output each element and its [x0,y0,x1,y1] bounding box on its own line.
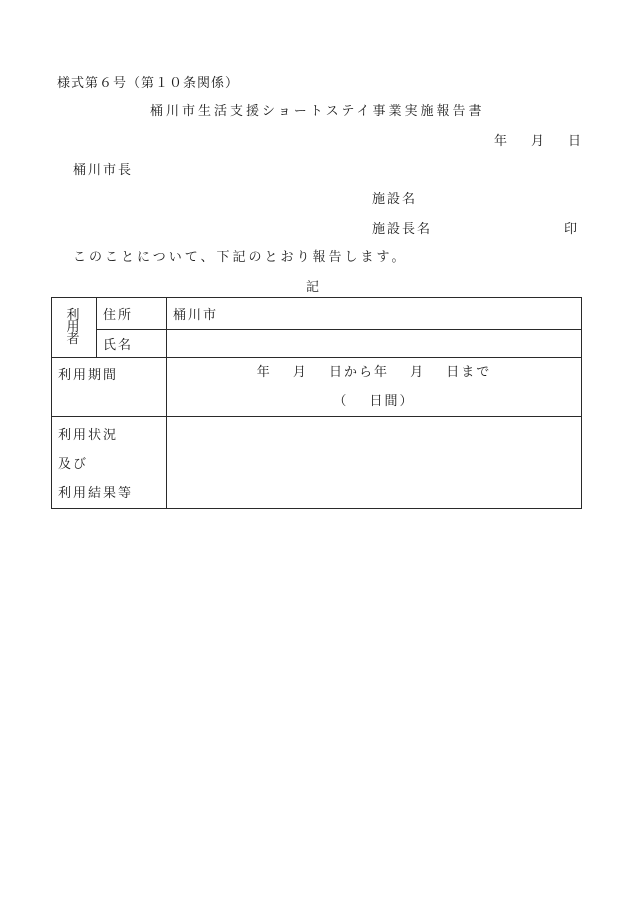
user-header-char: 者 [66,331,82,347]
date-day: 日 [568,134,582,149]
user-header-cell [52,298,97,358]
director-name-label: 施設長名 [372,222,433,237]
form-number-label: 様式第６号（第１０条関係） [57,76,240,91]
status-label [52,417,167,509]
period-line-days: （ 日間） [333,394,415,409]
table-row-period [52,358,582,417]
table-row-status [52,417,582,509]
address-field[interactable]: 桶川市 [167,298,582,330]
report-table [51,297,582,509]
user-header-char: 利 [66,307,82,323]
name-field[interactable] [167,330,582,358]
seal-mark: 印 [563,222,577,237]
period-line-dates: 年 月 日から年 月 日まで [256,365,492,380]
name-label: 氏名 [97,330,167,358]
table-row-name [52,330,582,358]
addressee: 桶川市長 [73,163,134,178]
status-label-line: 利用結果等 [58,486,134,501]
ki-heading: 記 [306,280,320,295]
period-label: 利用期間 [52,358,167,417]
period-field[interactable] [167,358,582,417]
table-row-address [52,298,582,330]
director-row [372,218,577,237]
body-text: このことについて、下記のとおり報告します。 [73,250,408,265]
address-label: 住所 [97,298,167,330]
status-label-line: 利用状況 [58,428,119,443]
report-date [494,130,581,149]
user-header-char: 用 [66,319,82,335]
date-year: 年 [494,134,508,149]
status-field[interactable] [167,417,582,509]
date-month: 月 [531,134,545,149]
document-title: 桶川市生活支援ショートステイ事業実施報告書 [150,104,485,119]
facility-name-label: 施設名 [372,192,418,207]
status-label-line: 及び [58,457,89,472]
